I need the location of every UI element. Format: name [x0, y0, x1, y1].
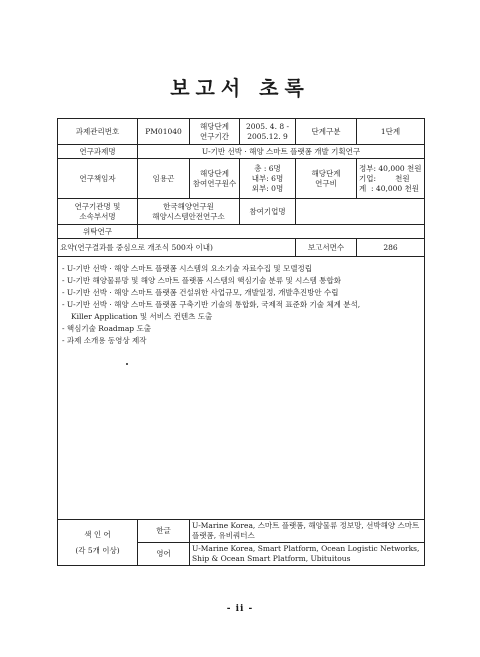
table-row	[58, 520, 425, 543]
list-item: - 과제 소개용 동영상 제작	[62, 336, 147, 345]
table-row	[58, 199, 425, 225]
summary-content	[58, 257, 425, 520]
summary-label: 요약(연구결과를 중심으로 개조식 500자 이내)	[58, 239, 296, 257]
phase-period-label: 해당단계 연구기간	[190, 119, 240, 145]
page-title: 보고서 초록	[170, 76, 310, 100]
report-summary-table	[57, 118, 425, 566]
keywords-english-value: U-Marine Korea, Smart Platform, Ocean Logistic Networks, Ship & Ocean Smart Platform, Ubituitous	[190, 543, 425, 566]
table-row	[58, 159, 425, 199]
report-pages-value: 286	[357, 239, 425, 257]
pi-value: 임용곤	[138, 159, 190, 199]
researchers-value: 총 : 6명 내부: 6명 외부: 0명	[240, 159, 296, 199]
research-period-value: 2005. 4. 8 - 2005.12. 9	[240, 119, 296, 145]
list-item: - 핵심기술 Roadmap 도출	[62, 324, 151, 333]
page-number: - ii -	[226, 604, 254, 614]
list-item: - U-기반 해양물류망 및 해양 스마트 플랫폼 시스템의 핵심기술 분류 및 시스템 통합화	[62, 276, 341, 285]
keywords-korean-label: 한글	[138, 520, 190, 543]
researchers-label: 해당단계 참여연구원수	[190, 159, 240, 199]
project-name-label: 연구과제명	[58, 145, 138, 159]
organization-label: 연구기관명 및 소속부서명	[58, 199, 138, 225]
table-row	[58, 225, 425, 239]
consignment-label: 위탁연구	[58, 225, 138, 239]
pi-label: 연구책임자	[58, 159, 138, 199]
stage-label: 단계구분	[296, 119, 357, 145]
table-row	[58, 239, 425, 257]
project-number-value: PM01040	[138, 119, 190, 145]
project-number-label: 과제관리번호	[58, 119, 138, 145]
list-item: Killer Application 및 서비스 컨텐츠 도출	[71, 312, 213, 321]
project-name-value: U-기반 선박 · 해양 스마트 플랫폼 개발 기획연구	[138, 145, 425, 159]
stage-value: 1단계	[357, 119, 425, 145]
report-pages-label: 보고서면수	[296, 239, 357, 257]
list-item: - U-기반 선박 · 해양 스마트 플랫폼 시스템의 요소기술 자료수집 및 모델정립	[62, 264, 312, 273]
list-item: - U-기반 선박 · 해양 스마트 플랫폼 건설위한 사업규모, 개발일정, 개발추진방안 수립	[62, 288, 339, 297]
list-item: - U-기반 선박 · 해양 스마트 플랫폼 구축기반 기술의 통합화, 국제적 표준화 기술 체계 분석,	[62, 300, 361, 309]
research-cost-label: 해당단계 연구비	[296, 159, 357, 199]
keywords-korean-value: U-Marine Korea, 스마트 플랫폼, 해양물류 정보망, 선박해양 스마트 플랫폼, 유비쿼터스	[190, 520, 425, 543]
keywords-label: 색 인 어 (각 5개 이상)	[58, 520, 138, 566]
keywords-english-label: 영어	[138, 543, 190, 566]
table-row	[58, 145, 425, 159]
participating-company-value	[296, 199, 425, 225]
organization-value: 한국해양연구원 해양시스템안전연구소	[138, 199, 240, 225]
stray-dot	[126, 363, 128, 365]
participating-company-label: 참여기업명	[240, 199, 296, 225]
research-cost-value: 정부: 40,000 천원 기업: 천원 계 : 40,000 천원	[357, 159, 425, 199]
consignment-value	[138, 225, 425, 239]
table-row	[58, 119, 425, 145]
table-row	[58, 257, 425, 520]
